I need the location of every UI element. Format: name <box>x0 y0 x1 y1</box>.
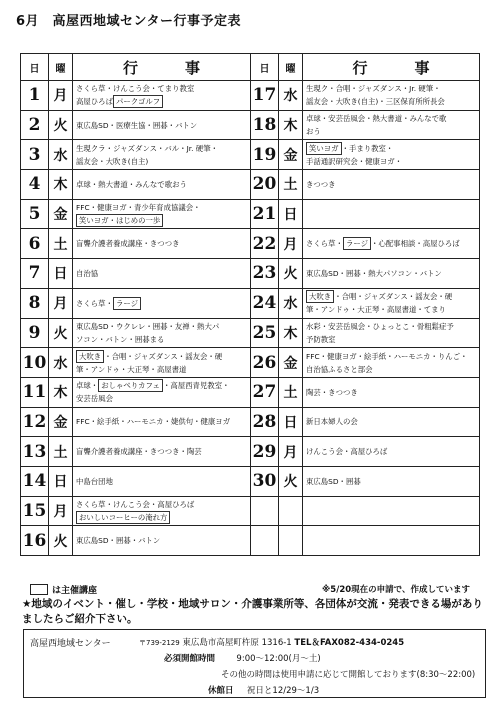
table-row <box>21 170 480 200</box>
event-text: 予防教室 <box>306 334 336 344</box>
event-text: 生現クラ・ジャズダンス・バル・Jr. 硬筆・ <box>76 143 218 153</box>
weekday: 火 <box>279 259 303 289</box>
events-cell <box>303 81 480 111</box>
event-text: けんこう会・高屋ひろば <box>306 447 388 457</box>
footer-phone: TEL＆FAX082-434-0245 <box>294 638 405 648</box>
footer-organization: 高屋西地域センター <box>30 639 111 649</box>
weekday: 木 <box>49 170 73 200</box>
events-cell <box>73 466 251 496</box>
header-weekday-right: 曜 <box>279 54 303 81</box>
event-text: 謡友会・大吹き(自主) <box>76 156 149 166</box>
page-title: 6月 高屋西地域センター行事予定表 <box>16 14 242 29</box>
events-cell <box>73 259 251 289</box>
weekday: 日 <box>279 407 303 437</box>
table-row <box>21 229 480 259</box>
weekday: 金 <box>279 140 303 170</box>
events-cell <box>303 466 480 496</box>
weekday: 月 <box>279 437 303 467</box>
weekday: 水 <box>279 81 303 111</box>
weekday: 金 <box>49 199 73 229</box>
day-number: 12 <box>21 407 49 437</box>
event-text: 盲聾介護者養成講座・きつつき <box>76 239 180 249</box>
day-number: 26 <box>251 348 279 378</box>
footer-hours <box>164 652 321 664</box>
table-row <box>21 437 480 467</box>
table-row <box>21 466 480 496</box>
footer-address: 東広島市高屋町杵原 1316-1 <box>182 638 292 648</box>
events-cell <box>73 199 251 229</box>
day-number: 17 <box>251 81 279 111</box>
event-text: おう <box>306 127 321 137</box>
table-row <box>21 140 480 170</box>
event-text: 新日本婦人の会 <box>306 417 358 427</box>
day-number: 3 <box>21 140 49 170</box>
header-events-left: 行 事 <box>73 54 251 81</box>
table-row <box>21 407 480 437</box>
event-text: 謡友会・大吹き(自主)・三区保育所所長会 <box>306 97 445 107</box>
weekday: 日 <box>49 259 73 289</box>
events-cell <box>73 437 251 467</box>
event-text: さくら草・けんこう会・てまり教室 <box>76 84 195 94</box>
day-number: 13 <box>21 437 49 467</box>
day-number: 8 <box>21 288 49 318</box>
sponsored-course-label: 笑いヨガ・はじめの一歩 <box>76 214 163 227</box>
event-text: 筆・アンドゥ・大正琴・高屋書道・てまり <box>306 305 446 315</box>
event-text: 筆・アンドゥ・大正琴・高屋書道 <box>76 364 187 374</box>
weekday: 月 <box>49 288 73 318</box>
event-text: ・合唱・ジャズダンス・謡友会・硬 <box>104 351 223 361</box>
events-cell <box>73 377 251 407</box>
header-day-left: 日 <box>21 54 49 81</box>
notice-text: ※5/20現在の申請で、作成しています <box>322 585 470 595</box>
events-cell <box>303 259 480 289</box>
day-number: 23 <box>251 259 279 289</box>
event-text: 生現ク・合唱・ジャズダンス・Jr. 硬筆・ <box>306 84 441 94</box>
table-row <box>21 377 480 407</box>
day-number: 11 <box>21 377 49 407</box>
event-text: ・高屋西青児教室・ <box>162 381 230 391</box>
events-cell <box>303 229 480 259</box>
event-text: さくら草・ <box>306 239 343 249</box>
event-text: さくら草・けんこう会・高屋ひろば <box>76 499 195 509</box>
weekday: 水 <box>49 348 73 378</box>
table-row <box>21 199 480 229</box>
footer-info-box <box>23 629 486 698</box>
sponsored-course-label: 笑いヨガ <box>306 142 342 155</box>
event-text: 東広島SD・囲碁・熱大パソコン・バトン <box>306 268 442 278</box>
day-number: 21 <box>251 199 279 229</box>
day-number: 4 <box>21 170 49 200</box>
table-row <box>21 496 480 526</box>
day-number: 5 <box>21 199 49 229</box>
footer-closed <box>208 684 319 696</box>
event-text: ・心配事相談・高屋ひろば <box>371 239 460 249</box>
weekday: 木 <box>279 110 303 140</box>
day-number: 18 <box>251 110 279 140</box>
day-number: 27 <box>251 377 279 407</box>
header-day-right: 日 <box>251 54 279 81</box>
weekday: 火 <box>49 526 73 556</box>
weekday: 水 <box>49 140 73 170</box>
events-cell <box>303 140 480 170</box>
events-cell <box>303 407 480 437</box>
legend-box-icon <box>30 584 48 595</box>
table-row <box>21 526 480 556</box>
events-cell <box>303 526 480 556</box>
weekday: 月 <box>49 81 73 111</box>
day-number: 16 <box>21 526 49 556</box>
day-number <box>251 496 279 526</box>
table-row <box>21 259 480 289</box>
events-cell <box>303 377 480 407</box>
weekday: 土 <box>279 377 303 407</box>
weekday <box>279 526 303 556</box>
table-row <box>21 81 480 111</box>
weekday: 木 <box>49 377 73 407</box>
footer-other-hours: その他の時間は使用申請に応じて開館しております(8:30～22:00) <box>221 670 476 680</box>
event-text: ・合唱・ジャズダンス・謡友会・硬 <box>334 292 453 302</box>
footer-closed-label: 休館日 <box>208 686 234 696</box>
sponsored-course-label: おいしいコーヒーの淹れ方 <box>76 511 170 524</box>
event-text: きつつき <box>306 179 336 189</box>
legend-text: は主催講座 <box>52 586 98 596</box>
day-number: 10 <box>21 348 49 378</box>
sponsored-course-label: 大吹き <box>306 290 334 303</box>
table-header-row <box>21 54 480 81</box>
weekday: 月 <box>49 496 73 526</box>
event-text: 東広島SD・ウクレレ・囲碁・友禅・熱大パ <box>76 321 220 331</box>
events-cell <box>73 229 251 259</box>
day-number: 20 <box>251 170 279 200</box>
event-text: ・手まり教室・ <box>341 143 394 153</box>
day-number <box>251 526 279 556</box>
footer-hours-value: 9:00～12:00(月～土) <box>236 654 321 664</box>
sponsored-course-label: 大吹き <box>76 350 104 363</box>
events-cell <box>73 170 251 200</box>
weekday: 土 <box>49 437 73 467</box>
events-cell <box>303 110 480 140</box>
event-text: 手話通訳研究会・健康ヨガ・ <box>306 156 403 166</box>
day-number: 28 <box>251 407 279 437</box>
event-text: 水彩・安芸岳風会・ひょっとこ・骨粗鬆症予 <box>306 321 454 331</box>
header-weekday-left: 曜 <box>49 54 73 81</box>
sponsored-course-label: ラージ <box>113 297 141 310</box>
weekday: 金 <box>279 348 303 378</box>
day-number: 29 <box>251 437 279 467</box>
invitation-paragraph: ★地域のイベント・催し・学校・地域サロン・介護事業所等、各団体が交流・発表できる場がありましたらご紹介下さい。 <box>22 598 483 625</box>
event-text: FFC・健康ヨガ・青少年育成協議会・ <box>76 203 201 213</box>
weekday: 土 <box>279 170 303 200</box>
event-text: 中島台団地 <box>76 476 113 486</box>
events-cell <box>303 496 480 526</box>
events-cell <box>303 348 480 378</box>
events-cell <box>73 81 251 111</box>
weekday: 木 <box>279 318 303 348</box>
events-cell <box>73 348 251 378</box>
day-number: 25 <box>251 318 279 348</box>
header-events-right: 行 事 <box>303 54 480 81</box>
events-cell <box>73 110 251 140</box>
event-text: さくら草・ <box>76 298 113 308</box>
weekday: 日 <box>279 199 303 229</box>
table-row <box>21 318 480 348</box>
table-row <box>21 288 480 318</box>
weekday: 火 <box>279 466 303 496</box>
day-number: 9 <box>21 318 49 348</box>
event-text: 東広島SD・囲碁・バトン <box>76 536 161 546</box>
day-number: 6 <box>21 229 49 259</box>
weekday: 火 <box>49 318 73 348</box>
events-cell <box>303 199 480 229</box>
events-cell <box>303 170 480 200</box>
day-number: 30 <box>251 466 279 496</box>
weekday <box>279 496 303 526</box>
day-number: 2 <box>21 110 49 140</box>
event-text: 自治協 <box>76 268 99 278</box>
weekday: 水 <box>279 288 303 318</box>
table-row <box>21 110 480 140</box>
day-number: 22 <box>251 229 279 259</box>
sponsored-course-label: ラージ <box>343 237 371 250</box>
events-cell <box>303 437 480 467</box>
footer-zip: 〒739-2129 <box>139 639 180 647</box>
events-cell <box>73 288 251 318</box>
schedule-table <box>20 53 480 556</box>
event-text: 卓球・ <box>76 381 99 391</box>
sponsored-course-label: おしゃべりカフェ <box>98 379 163 392</box>
events-cell <box>73 407 251 437</box>
day-number: 15 <box>21 496 49 526</box>
event-text: 東広島SD・囲碁 <box>306 476 361 486</box>
event-text: ソコン・バトン・囲碁まる <box>76 334 165 344</box>
weekday: 金 <box>49 407 73 437</box>
weekday: 日 <box>49 466 73 496</box>
day-number: 14 <box>21 466 49 496</box>
day-number: 7 <box>21 259 49 289</box>
events-cell <box>73 140 251 170</box>
event-text: 盲聾介護者養成講座・きつつき・陶芸 <box>76 447 202 457</box>
weekday: 土 <box>49 229 73 259</box>
events-cell <box>73 496 251 526</box>
sponsored-course-label: パークゴルフ <box>113 95 163 108</box>
event-text: 陶芸・きつつき <box>306 387 358 397</box>
events-cell <box>73 526 251 556</box>
event-text: 安芸岳風会 <box>76 394 113 404</box>
footer-hours-label: 必須開館時間 <box>164 654 216 664</box>
events-cell <box>73 318 251 348</box>
event-text: 自治協ふるさと部会 <box>306 364 373 374</box>
footer-closed-value: 祝日と12/29～1/3 <box>246 686 320 696</box>
table-row <box>21 348 480 378</box>
event-text: 高屋ひろば <box>76 97 113 107</box>
weekday: 月 <box>279 229 303 259</box>
day-number: 1 <box>21 81 49 111</box>
events-cell <box>303 318 480 348</box>
events-cell <box>303 288 480 318</box>
event-text: FFC・健康ヨガ・絵手紙・ハーモニカ・りんご・ <box>306 351 468 361</box>
event-text: FFC・絵手紙・ハーモニカ・婕供句・健康ヨガ <box>76 417 231 427</box>
day-number: 24 <box>251 288 279 318</box>
event-text: 東広島SD・医療生協・囲碁・バトン <box>76 120 198 130</box>
event-text: 卓球・安芸岳風会・熱大書道・みんなで歌 <box>306 114 447 124</box>
weekday: 火 <box>49 110 73 140</box>
day-number: 19 <box>251 140 279 170</box>
footer-address-line <box>139 636 404 648</box>
event-text: 卓球・熱大書道・みんなで歌おう <box>76 179 187 189</box>
